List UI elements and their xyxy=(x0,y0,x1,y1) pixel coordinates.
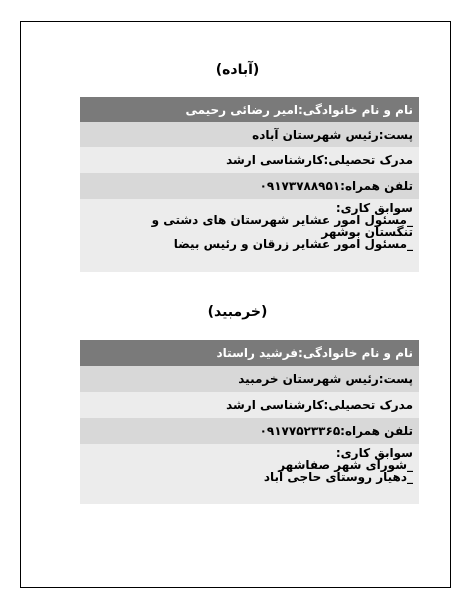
section-title-abadeh: (آباده) xyxy=(215,62,260,78)
position-row: پست:رئیس شهرستان آباده xyxy=(80,122,419,147)
history-line: _مسئول امور عشایر شهرستان های دشتی و xyxy=(151,213,413,227)
history-line: _مسئول امور عشایر زرقان و رئیس بیضا xyxy=(173,237,413,251)
work-history-row xyxy=(80,199,419,272)
history-line: _شورای شهر صفاشهر xyxy=(278,458,413,472)
education-row: مدرک تحصیلی:کارشناسی ارشد xyxy=(80,392,419,418)
profile-card-abadeh xyxy=(80,97,419,272)
phone-row: تلفن همراه:۰۹۱۷۳۷۸۸۹۵۱ xyxy=(80,173,419,199)
phone-row: تلفن همراه:۰۹۱۷۷۵۲۳۳۶۵ xyxy=(80,418,419,444)
education-row: مدرک تحصیلی:کارشناسی ارشد xyxy=(80,147,419,173)
history-line: _دهیار روستای حاجی آباد xyxy=(263,470,413,484)
history-line: سوابق کاری: xyxy=(335,201,413,215)
section-title-khorrambid: (خرمبید) xyxy=(207,304,268,320)
name-row: نام و نام خانوادگی:امیر رضائی رحیمی xyxy=(80,97,419,122)
name-row: نام و نام خانوادگی:فرشید راستاد xyxy=(80,340,419,366)
work-history-row xyxy=(80,444,419,504)
history-line: سوابق کاری: xyxy=(335,446,413,460)
position-row: پست:رئیس شهرستان خرمبید xyxy=(80,366,419,392)
profile-card-khorrambid xyxy=(80,340,419,504)
history-line: تنگستان بوشهر xyxy=(321,225,413,239)
